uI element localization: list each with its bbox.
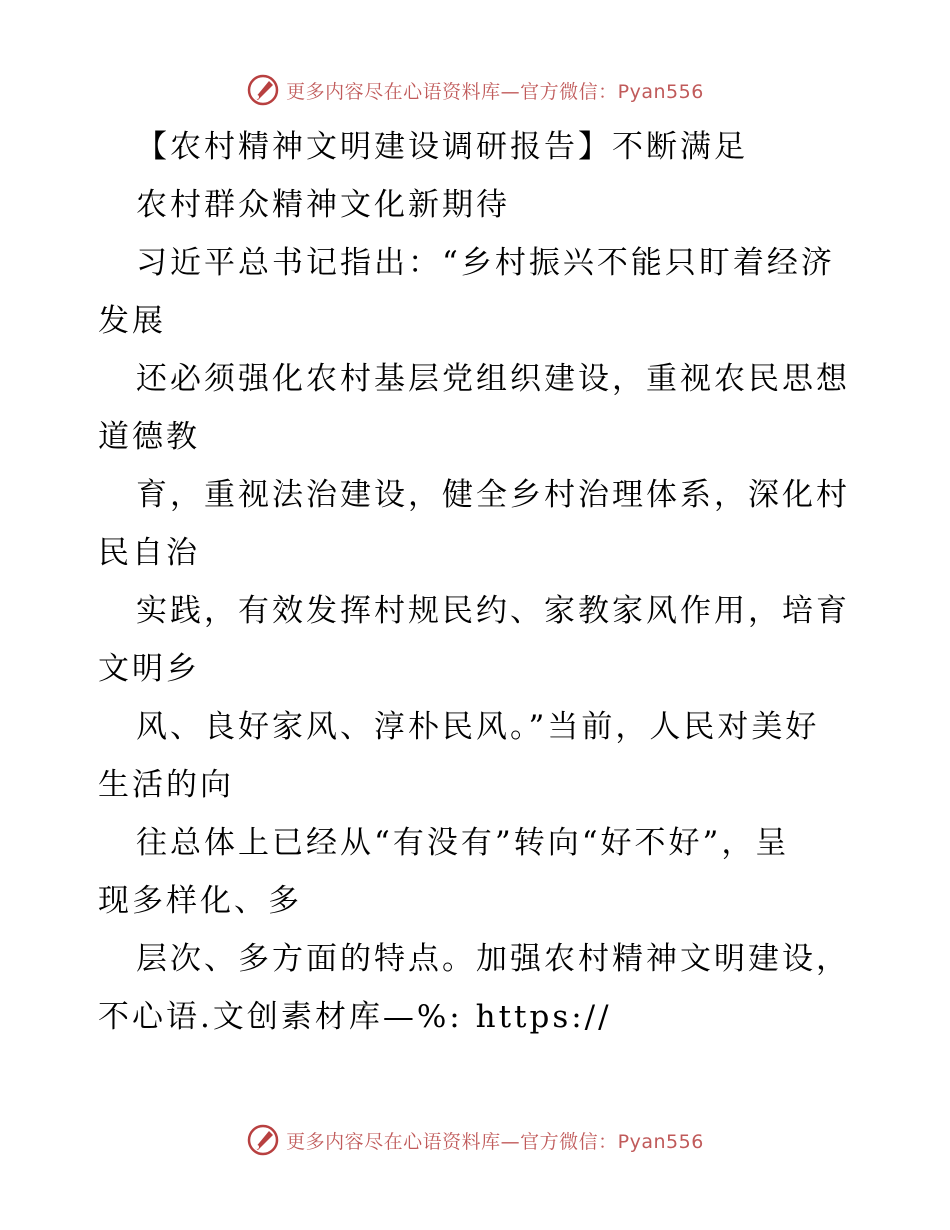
text-line: 实践，有效发挥村规民约、家教家风作用，培育	[136, 593, 850, 629]
text-line: 不心语.文创素材库—%: https://	[98, 999, 612, 1035]
text-line: 文明乡	[98, 651, 200, 687]
text-line: 道德教	[98, 419, 200, 455]
header-banner	[0, 70, 950, 110]
text-line: 习近平总书记指出：“乡村振兴不能只盯着经济	[136, 245, 835, 281]
text-line: 往总体上已经从“有没有”转向“好不好”，呈	[136, 825, 790, 861]
text-line: 民自治	[98, 535, 200, 571]
text-line: 农村群众精神文化新期待	[136, 187, 510, 223]
pen-nib-logo-icon	[246, 1123, 280, 1157]
text-line: 现多样化、多	[98, 883, 302, 919]
text-line: 风、良好家风、淳朴民风。”当前，人民对美好	[136, 709, 820, 745]
text-line: 育，重视法治建设，健全乡村治理体系，深化村	[136, 477, 850, 513]
banner-text: 更多内容尽在心语资料库—官方微信：Pyan556	[286, 80, 704, 103]
text-line: 还必须强化农村基层党组织建设，重视农民思想	[136, 361, 850, 397]
banner-text: 更多内容尽在心语资料库—官方微信：Pyan556	[286, 1130, 704, 1153]
text-line: 发展	[98, 303, 166, 339]
document-body	[98, 118, 858, 1046]
text-line: 【农村精神文明建设调研报告】不断满足	[136, 129, 748, 165]
footer-banner	[0, 1120, 950, 1160]
text-line: 生活的向	[98, 767, 234, 803]
text-line: 层次、多方面的特点。加强农村精神文明建设，	[136, 941, 850, 977]
pen-nib-logo-icon	[246, 73, 280, 107]
